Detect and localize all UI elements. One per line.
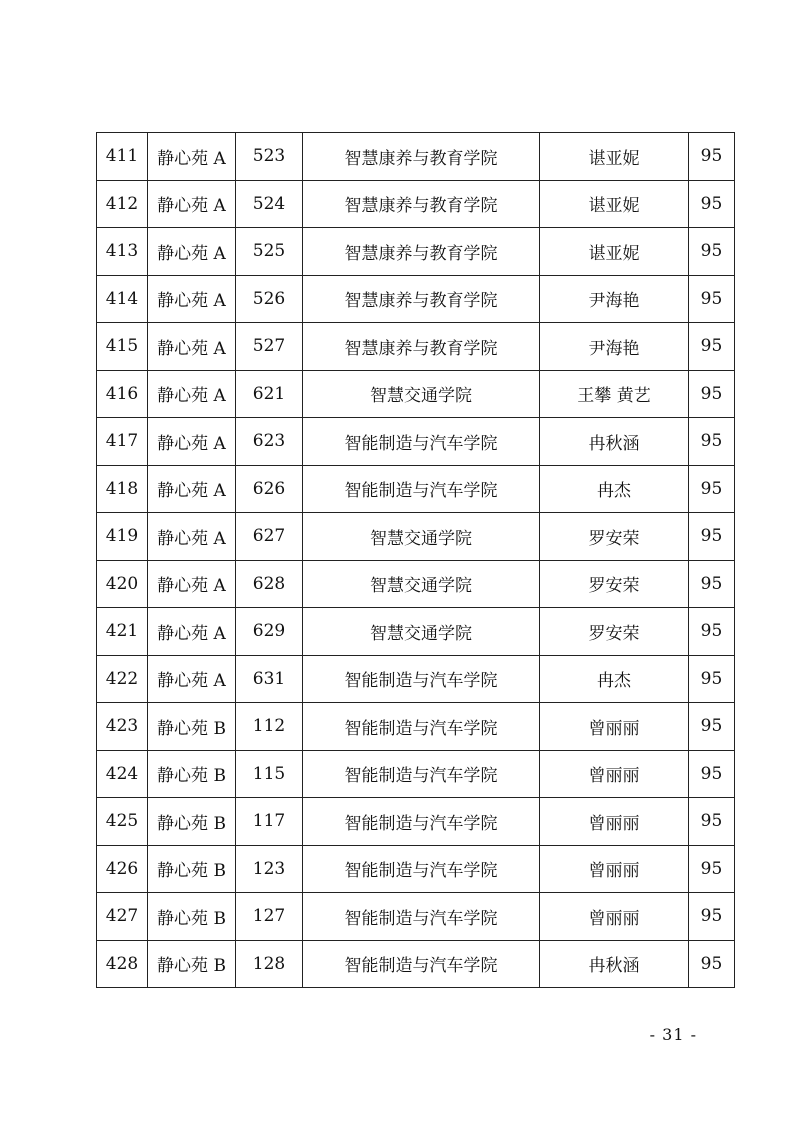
score-cell: 95: [689, 655, 735, 703]
building-cell: 静心苑 B: [148, 750, 236, 798]
serial-number-cell: 418: [97, 465, 148, 513]
responsible-person-cell: 罗安荣: [540, 513, 689, 561]
responsible-person-cell: 谌亚妮: [540, 228, 689, 276]
table-row: [97, 133, 735, 181]
college-cell: 智慧康养与教育学院: [303, 275, 540, 323]
building-cell: 静心苑 B: [148, 703, 236, 751]
responsible-person-cell: 曾丽丽: [540, 845, 689, 893]
building-cell: 静心苑 A: [148, 323, 236, 371]
responsible-person-cell: 曾丽丽: [540, 750, 689, 798]
building-cell: 静心苑 A: [148, 275, 236, 323]
college-cell: 智能制造与汽车学院: [303, 418, 540, 466]
room-number-cell: 117: [236, 798, 303, 846]
serial-number-cell: 412: [97, 180, 148, 228]
serial-number-cell: 428: [97, 940, 148, 988]
college-cell: 智能制造与汽车学院: [303, 703, 540, 751]
college-cell: 智慧交通学院: [303, 560, 540, 608]
room-number-cell: 621: [236, 370, 303, 418]
building-cell: 静心苑 B: [148, 893, 236, 941]
page-number: - 31 -: [649, 1025, 697, 1044]
score-cell: 95: [689, 750, 735, 798]
responsible-person-cell: 谌亚妮: [540, 180, 689, 228]
score-cell: 95: [689, 845, 735, 893]
room-number-cell: 626: [236, 465, 303, 513]
score-cell: 95: [689, 703, 735, 751]
college-cell: 智慧交通学院: [303, 513, 540, 561]
responsible-person-cell: 曾丽丽: [540, 798, 689, 846]
room-number-cell: 526: [236, 275, 303, 323]
table-row: [97, 703, 735, 751]
college-cell: 智能制造与汽车学院: [303, 940, 540, 988]
table-row: [97, 513, 735, 561]
serial-number-cell: 413: [97, 228, 148, 276]
serial-number-cell: 424: [97, 750, 148, 798]
building-cell: 静心苑 A: [148, 133, 236, 181]
serial-number-cell: 421: [97, 608, 148, 656]
responsible-person-cell: 曾丽丽: [540, 893, 689, 941]
responsible-person-cell: 谌亚妮: [540, 133, 689, 181]
serial-number-cell: 423: [97, 703, 148, 751]
room-number-cell: 628: [236, 560, 303, 608]
table-row: [97, 560, 735, 608]
score-cell: 95: [689, 608, 735, 656]
serial-number-cell: 414: [97, 275, 148, 323]
table-row: [97, 750, 735, 798]
building-cell: 静心苑 A: [148, 228, 236, 276]
table-row: [97, 940, 735, 988]
building-cell: 静心苑 A: [148, 418, 236, 466]
score-cell: 95: [689, 465, 735, 513]
serial-number-cell: 422: [97, 655, 148, 703]
score-cell: 95: [689, 370, 735, 418]
college-cell: 智慧交通学院: [303, 608, 540, 656]
table-row: [97, 228, 735, 276]
college-cell: 智能制造与汽车学院: [303, 655, 540, 703]
table-row: [97, 180, 735, 228]
college-cell: 智能制造与汽车学院: [303, 750, 540, 798]
college-cell: 智能制造与汽车学院: [303, 893, 540, 941]
building-cell: 静心苑 A: [148, 560, 236, 608]
building-cell: 静心苑 A: [148, 465, 236, 513]
college-cell: 智慧康养与教育学院: [303, 228, 540, 276]
score-cell: 95: [689, 180, 735, 228]
room-number-cell: 115: [236, 750, 303, 798]
score-cell: 95: [689, 893, 735, 941]
table-row: [97, 608, 735, 656]
room-number-cell: 627: [236, 513, 303, 561]
building-cell: 静心苑 A: [148, 608, 236, 656]
serial-number-cell: 425: [97, 798, 148, 846]
score-cell: 95: [689, 560, 735, 608]
serial-number-cell: 419: [97, 513, 148, 561]
building-cell: 静心苑 B: [148, 798, 236, 846]
room-number-cell: 123: [236, 845, 303, 893]
room-number-cell: 523: [236, 133, 303, 181]
score-cell: 95: [689, 275, 735, 323]
college-cell: 智能制造与汽车学院: [303, 845, 540, 893]
table-row: [97, 465, 735, 513]
serial-number-cell: 417: [97, 418, 148, 466]
table-row: [97, 893, 735, 941]
serial-number-cell: 426: [97, 845, 148, 893]
college-cell: 智慧康养与教育学院: [303, 180, 540, 228]
building-cell: 静心苑 A: [148, 180, 236, 228]
table-row: [97, 418, 735, 466]
responsible-person-cell: 冉秋涵: [540, 418, 689, 466]
college-cell: 智慧交通学院: [303, 370, 540, 418]
room-number-cell: 527: [236, 323, 303, 371]
score-cell: 95: [689, 798, 735, 846]
responsible-person-cell: 尹海艳: [540, 275, 689, 323]
building-cell: 静心苑 A: [148, 513, 236, 561]
score-cell: 95: [689, 228, 735, 276]
table-row: [97, 798, 735, 846]
room-number-cell: 127: [236, 893, 303, 941]
serial-number-cell: 416: [97, 370, 148, 418]
score-cell: 95: [689, 133, 735, 181]
college-cell: 智能制造与汽车学院: [303, 798, 540, 846]
dormitory-score-table: [96, 132, 735, 988]
responsible-person-cell: 尹海艳: [540, 323, 689, 371]
serial-number-cell: 427: [97, 893, 148, 941]
serial-number-cell: 415: [97, 323, 148, 371]
table-row: [97, 845, 735, 893]
room-number-cell: 524: [236, 180, 303, 228]
room-number-cell: 631: [236, 655, 303, 703]
table-body: [97, 133, 735, 988]
score-cell: 95: [689, 940, 735, 988]
responsible-person-cell: 罗安荣: [540, 608, 689, 656]
serial-number-cell: 420: [97, 560, 148, 608]
building-cell: 静心苑 A: [148, 370, 236, 418]
building-cell: 静心苑 B: [148, 845, 236, 893]
responsible-person-cell: 冉秋涵: [540, 940, 689, 988]
table-row: [97, 323, 735, 371]
college-cell: 智慧康养与教育学院: [303, 133, 540, 181]
building-cell: 静心苑 A: [148, 655, 236, 703]
table-row: [97, 655, 735, 703]
score-cell: 95: [689, 323, 735, 371]
score-cell: 95: [689, 513, 735, 561]
building-cell: 静心苑 B: [148, 940, 236, 988]
serial-number-cell: 411: [97, 133, 148, 181]
room-number-cell: 629: [236, 608, 303, 656]
table-row: [97, 275, 735, 323]
score-cell: 95: [689, 418, 735, 466]
responsible-person-cell: 冉杰: [540, 465, 689, 513]
room-number-cell: 112: [236, 703, 303, 751]
responsible-person-cell: 罗安荣: [540, 560, 689, 608]
college-cell: 智慧康养与教育学院: [303, 323, 540, 371]
room-number-cell: 525: [236, 228, 303, 276]
responsible-person-cell: 王攀 黄艺: [540, 370, 689, 418]
responsible-person-cell: 冉杰: [540, 655, 689, 703]
college-cell: 智能制造与汽车学院: [303, 465, 540, 513]
responsible-person-cell: 曾丽丽: [540, 703, 689, 751]
room-number-cell: 128: [236, 940, 303, 988]
room-number-cell: 623: [236, 418, 303, 466]
table-row: [97, 370, 735, 418]
